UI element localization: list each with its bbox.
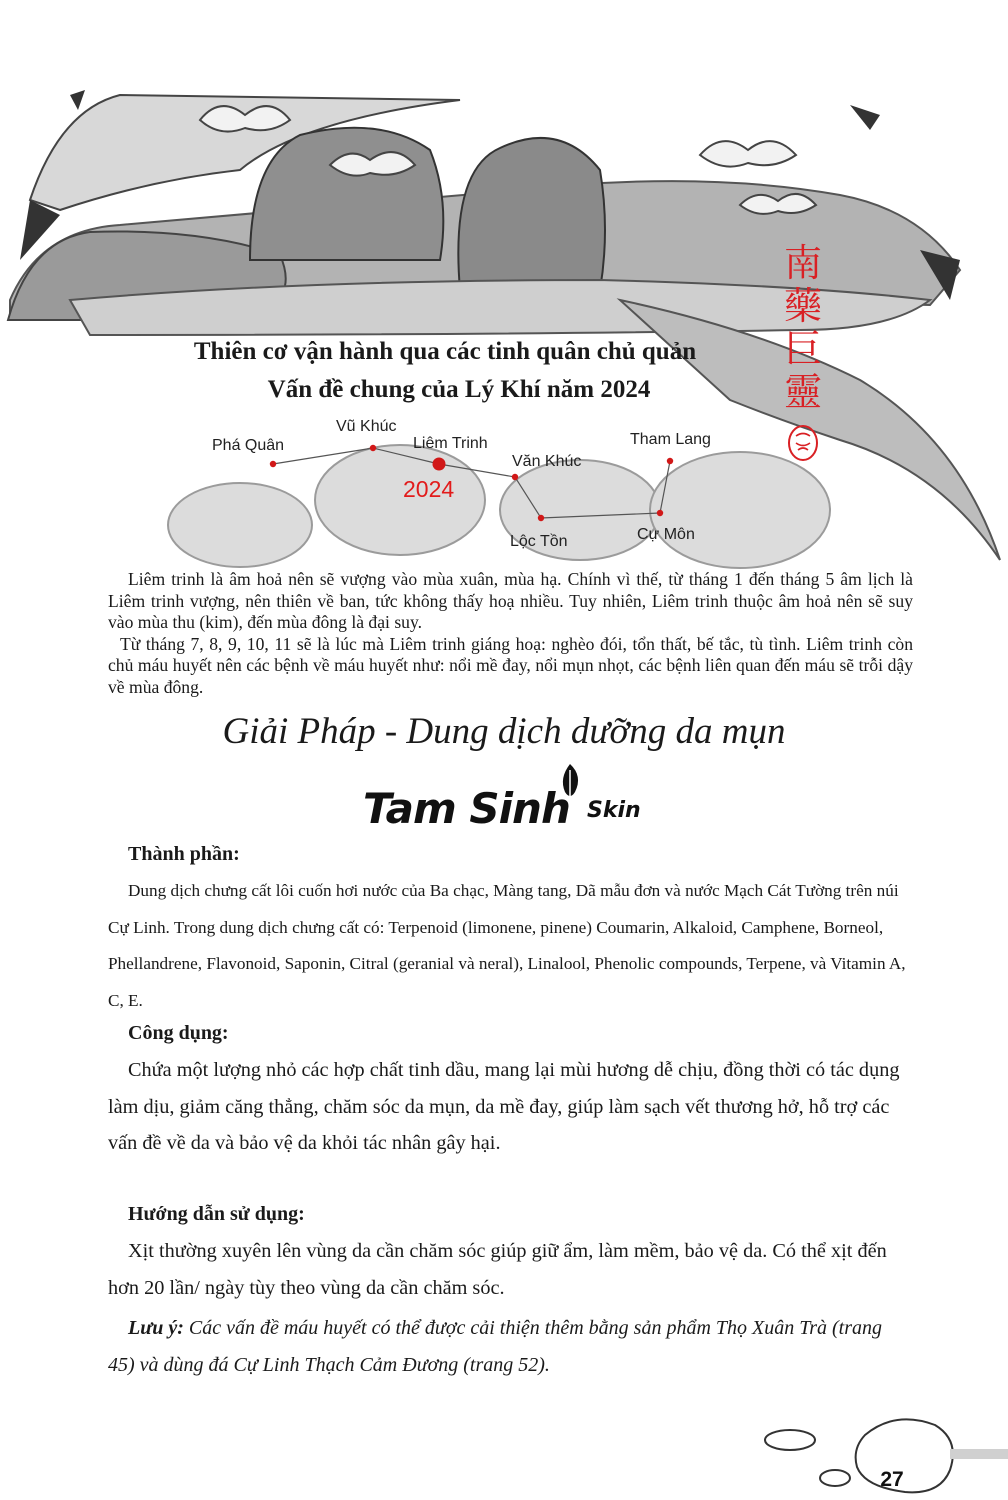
star-point-tham-lang — [667, 458, 673, 464]
pagenum-bar — [950, 1449, 1008, 1459]
star-point-loc-ton — [538, 515, 544, 521]
brand-suffix: Skin — [587, 798, 641, 823]
star-point-pha-quan — [270, 461, 276, 467]
stones — [168, 445, 830, 568]
seal-chinese-text: 南藥巨靈 — [783, 241, 822, 414]
note-text: Lưu ý: Các vấn đề máu huyết có thể được cải thiện thêm bằng sản phẩm Thọ Xuân Trà (trang 45) và dùng đá Cự Linh Thạch Cảm Đương (trang 52). — [108, 1317, 883, 1376]
uses-text: Chứa một lượng nhỏ các hợp chất tinh dầu, mang lại mùi hương dễ chịu, đồng thời có tác dụng làm dịu, giảm căng thẳng, chăm sóc da mụn, da mề đay, giúp làm sạch vết thương hở, hỗ trợ các vấn đề về da và bảo vệ da khỏi tác nhân gây hại. — [108, 1059, 900, 1154]
star-label-cu-mon: Cự Môn — [637, 526, 695, 543]
star-point-vu-khuc — [370, 445, 376, 451]
intro-paragraph-1: Liêm trinh là âm hoả nên sẽ vượng vào mùa xuân, mùa hạ. Chính vì thế, từ tháng 1 đến tháng 5 âm lịch là Liêm trinh vượng, nên thiên về ban, tức không thấy hoạ nhiều. Tuy nhiên, Liêm trinh thuộc âm hoả nên sẽ suy vào mùa thu (kim), đến mùa đông là đại suy. — [108, 569, 913, 632]
brand-name: Tam Sinh — [363, 784, 570, 833]
star-point-liem-trinh — [433, 458, 446, 471]
star-label-van-khuc: Văn Khúc — [512, 453, 582, 470]
star-label-loc-ton: Lộc Tồn — [510, 533, 568, 550]
star-point-van-khuc — [512, 474, 518, 480]
intro-paragraph-2: Từ tháng 7, 8, 9, 10, 11 sẽ là lúc mà Liêm trinh giáng hoạ: nghèo đói, tổn thất, bế tắc, tù tình. Liêm trinh còn chủ máu huyết nên các bệnh về máu huyết như: nổi mề đay, nổi mụn nhọt, các bệnh liên quan đến máu sẽ trỗi dậy về mùa đông. — [108, 633, 913, 697]
star-point-cu-mon — [657, 510, 663, 516]
star-label-pha-quan: Phá Quân — [212, 437, 285, 454]
ingredients-text: Dung dịch chưng cất lôi cuốn hơi nước của Ba chạc, Màng tang, Dã mẫu đơn và nước Mạch Cát Tường trên núi Cự Linh. Trong dung dịch chưng cất có: Terpenoid (limonene, pinene) Coumarin, Alkaloid, Camphene, Borneol, Phellandrene, Flavonoid, Saponin, Citral (geranial và neral), Linalool, Phenolic compounds, Terpene, và Vitamin A, C, E. — [108, 881, 906, 1010]
page-number: 27 — [880, 1468, 904, 1491]
star-label-liem-trinh: Liêm Trinh — [413, 435, 488, 452]
page-title: Thiên cơ vận hành qua các tinh quân chủ quản — [193, 338, 697, 365]
usage-heading: Hướng dẫn sử dụng: — [128, 1203, 305, 1225]
page-subtitle: Vấn đề chung của Lý Khí năm 2024 — [267, 376, 651, 403]
uses-heading: Công dụng: — [128, 1022, 229, 1044]
year-label: 2024 — [403, 476, 455, 502]
star-label-vu-khuc: Vũ Khúc — [336, 418, 397, 435]
solution-heading: Giải Pháp - Dung dịch dưỡng da mụn — [222, 711, 786, 752]
seal-stamp-icon — [789, 426, 817, 460]
mountain-rock-left — [250, 128, 443, 260]
ingredients-heading: Thành phần: — [128, 843, 240, 865]
note-label: Lưu ý: — [128, 1317, 184, 1339]
intro-text — [108, 569, 913, 698]
star-label-tham-lang: Tham Lang — [630, 431, 711, 448]
mountain-rock-right — [458, 138, 605, 290]
usage-text: Xịt thường xuyên lên vùng da cần chăm sóc giúp giữ ẩm, làm mềm, bảo vệ da. Có thể xịt đến hơn 20 lần/ ngày tùy theo vùng da cần chăm sóc. — [108, 1240, 887, 1299]
brand-logo — [355, 778, 685, 848]
pagenum-stones — [765, 1419, 953, 1492]
